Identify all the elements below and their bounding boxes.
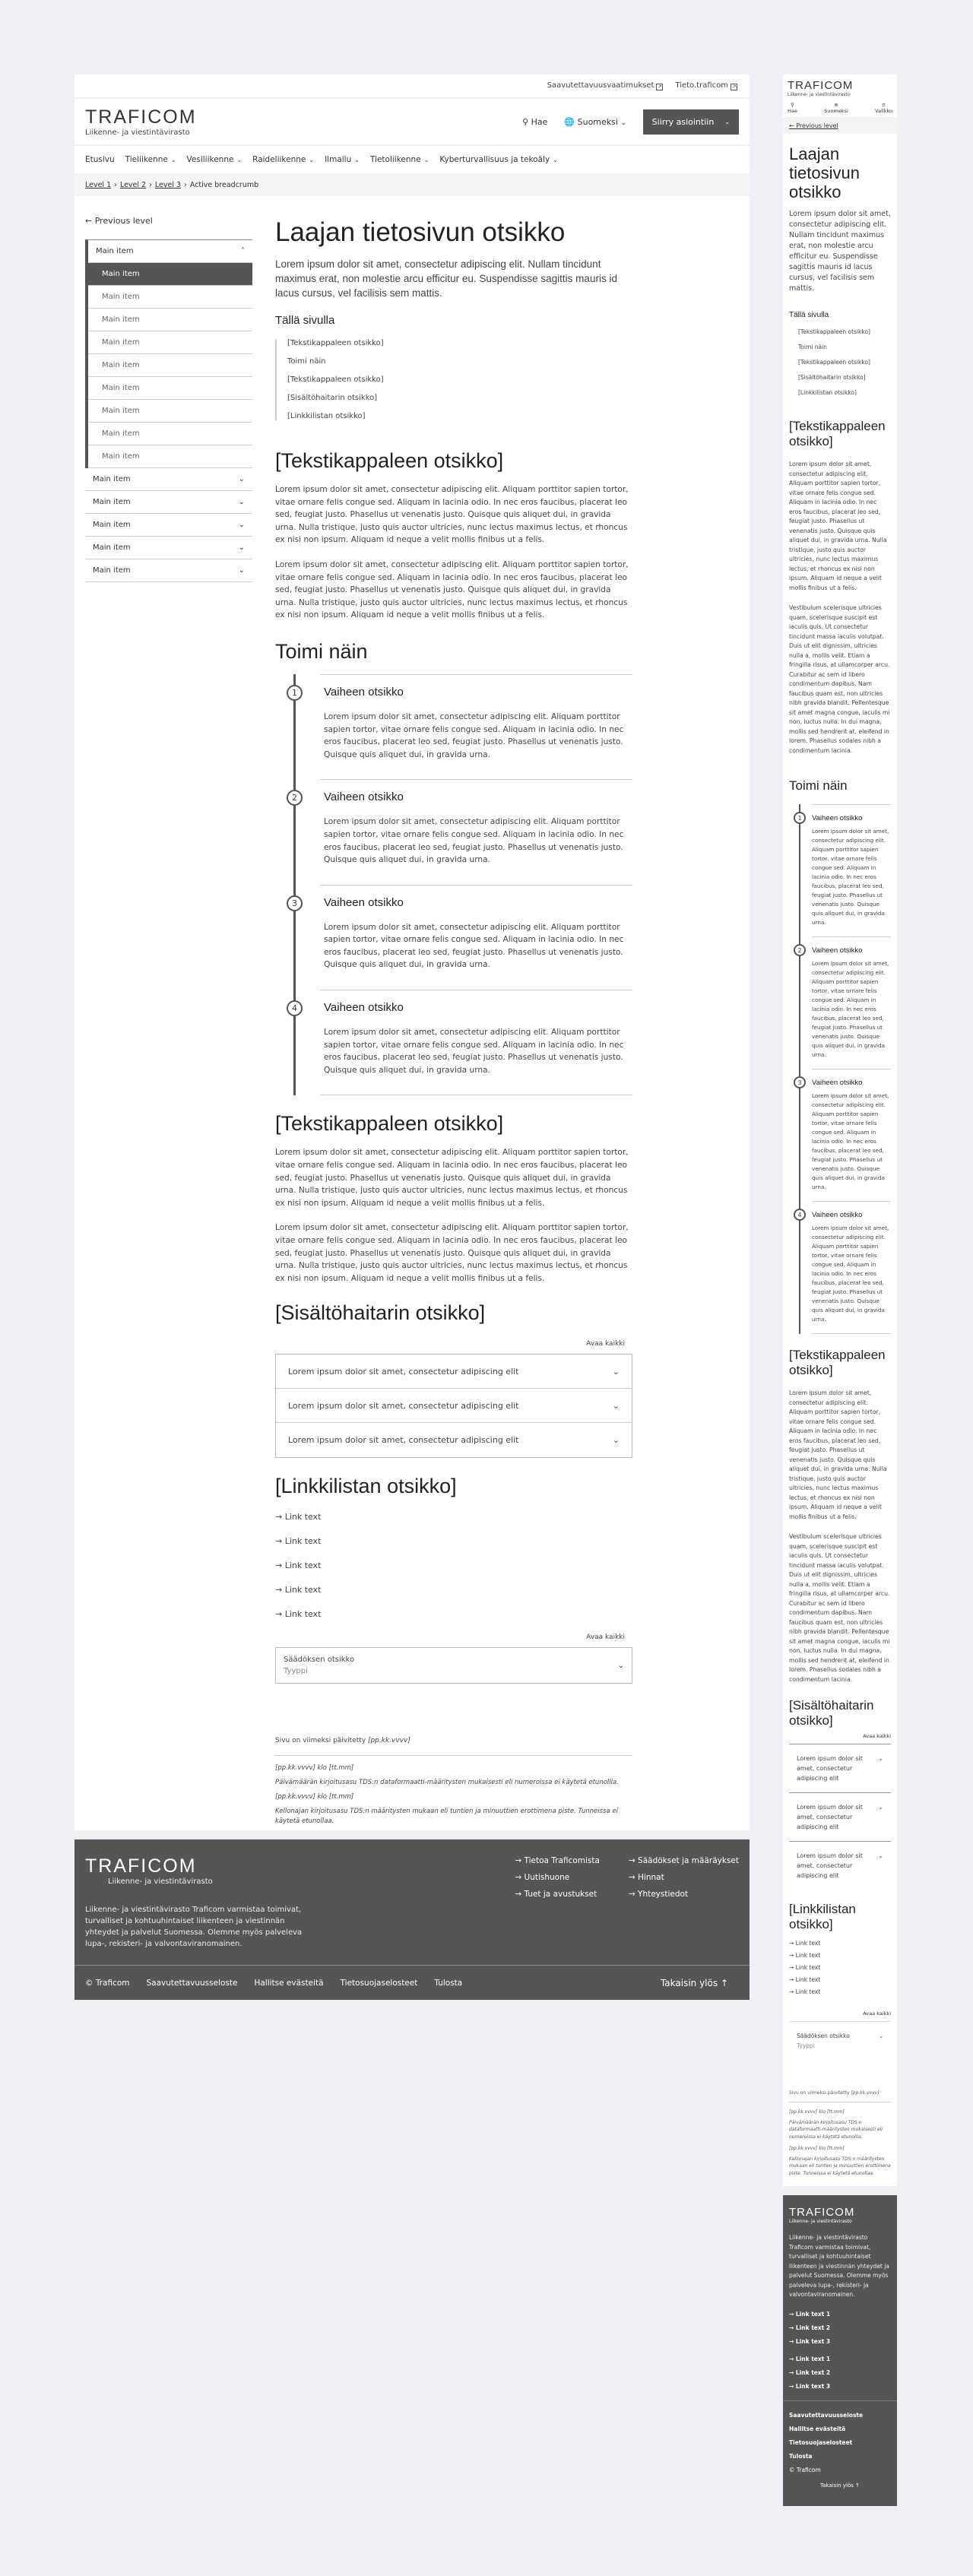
copyright: © Traficom <box>85 1978 130 1988</box>
steps-list <box>286 674 632 1096</box>
side-subitem[interactable]: Main item <box>88 377 252 400</box>
accessibility-link[interactable]: Saavutettavuusvaatimukset ↗ <box>547 81 662 90</box>
open-all-button[interactable]: Avaa kaikki <box>863 1733 891 1739</box>
mobile-content: Laajan tietosivun otsikko Lorem ipsum dolor sit amet, consectetur adipiscing elit. Nullam tincidunt maximus erat, non molestie arcu efficitur eu. Suspendisse sagittis mauris id lacus cursus, vel facilisis sem mattis. Tällä sivulla [Tekstikappaleen otsikko] Toimi näin [Tekstikappaleen otsikko] [Sisältöhaitarin otsikko] [Linkkilistan otsikko] [Tekstikappaleen otsikko] Lorem ipsum dolor sit amet, consectetur adipiscing elit. Aliquam porttitor sapien tortor, vitae ornare felis congue sed. Aliquam in lacinia odio. In nec eros faucibus, placerat leo sed, feugiat justo. Phasellus ut venenatis justo. Quisque quis aliquet dui, in gravida urna. Nulla tristique, justo quis auctor ultricies, nunc lectus maximus lectus, et rhoncus ex nisi non ipsum. Aliquam id neque a velit mollis finibus ut a felis. Vestibulum scelerisque ultricies quam, scelerisque suscipit est iaculis quis. Ut consectetur tincidunt massa iaculis volutpat. Duis ut elit dignissim, ultricies nulla a, mollis velit. Etiam a fringilla risus, at ullamcorper arcu. Curabitur ac sem id libero condimentum dapibus. Nam faucibus quam est, non ultricies nibh gravida blandit. Pellentesque sit amet magna congue, iaculis mi non, luctus nulla. In dui magna, mollis sed hendrerit at, eleifend in lorem. Phasellus sodales nibh a condimentum lacinia. Toimi näin 1 Vaiheen otsikko Lorem ipsum dolor sit amet, consectetur adipiscing elit. Aliquam porttitor sapien tortor, vitae ornare felis congue sed. Aliquam in lacinia odio. In nec eros faucibus, placerat leo sed, feugiat justo. Phasellus ut venenatis justo. Quisque quis aliquet dui, in gravida urna. 2 Vaiheen otsikko Lorem ipsum dolor sit amet, consectetur adipiscing elit. Aliquam porttitor sapien tortor, vitae ornare felis congue sed. Aliquam in lacinia odio. In nec eros faucibus, placerat leo sed, feugiat justo. Phasellus ut venenatis justo. Quisque quis aliquet dui, in gravida urna. 3 Vaiheen otsikko Lorem ipsum dolor sit amet, consectetur adipiscing elit. Aliquam porttitor sapien tortor, vitae ornare felis congue sed. Aliquam in lacinia odio. In nec eros faucibus, placerat leo sed, feugiat justo. Phasellus ut venenatis justo. Quisque quis aliquet dui, in gravida urna. 4 Vaiheen otsikko Lorem ipsum dolor sit amet, consectetur adipiscing elit. Aliquam porttitor sapien tortor, vitae ornare felis congue sed. Aliquam in lacinia odio. In nec eros faucibus, placerat leo sed, feugiat justo. Phasellus ut venenatis justo. Quisque quis aliquet dui, in gravida urna. [Tekstikappaleen otsikko] Lorem ipsum dolor sit amet, consectetur adipiscing elit. Aliquam porttitor sapien tortor, vitae ornare felis congue sed. Aliquam in lacinia odio. In nec eros faucibus, placerat leo sed, feugiat justo. Phasellus ut venenatis justo. Quisque quis aliquet dui, in gravida urna. Nulla tristique, justo quis auctor ultricies, nunc lectus maximus lectus, et rhoncus ex nisi non ipsum. Aliquam id neque a velit mollis finibus ut a felis. Vestibulum scelerisque ultricies quam, scelerisque suscipit est iaculis quis. Ut consectetur tincidunt massa iaculis volutpat. Duis ut elit dignissim, ultricies nulla a, mollis velit. Etiam a fringilla risus, at ullamcorper arcu. Curabitur ac sem id libero condimentum dapibus. Nam faucibus quam est, non ultricies nibh gravida blandit. Pellentesque sit amet magna congue, iaculis mi non, luctus nulla. In dui magna, mollis sed hendrerit at, eleifend in lorem. Phasellus sodales nibh a condimentum lacinia. [Sisältöhaitarin otsikko] Avaa kaikki Lorem ipsum dolor sit amet, consectetur adipiscing elit ⌄ Lorem ipsum dolor sit amet, consectetur adipiscing elit ⌄ Lorem ipsum dolor sit amet, consectetur adipiscing elit ⌄ [Linkkilistan otsikko] → Link text → Link text → Link text → Link text → Link text Avaa kaikki Säädöksen otsikko Tyyppi ⌄ Sivu on viimeksi päivitetty [pp.kk.vvvv] [pp.kk.vvvv] klo [tt.mm] Päivämäärän kirjoitusasu TDS:n dataformaatti-määritysten mukaisesti eli numeroissa ei käytetä etunollia. [pp.kk.vvvv] klo [tt.mm] Kellonajan kirjoitusasu TDS:n määritysten mukaan eli tuntien ja minuuttien erottimena piste. Tunneissa ei käytetä etunollaa. <box>783 134 897 2186</box>
search-icon: ⚲ <box>791 102 794 108</box>
previous-level-link[interactable]: ← Previous level <box>85 216 153 226</box>
hamburger-icon: ≡ <box>881 102 886 108</box>
breadcrumb-link[interactable]: Level 2 <box>119 180 147 189</box>
link-item[interactable]: → Link text <box>275 1536 322 1547</box>
chevron-down-icon: ⌄ <box>878 1852 883 1859</box>
step: 3 Vaiheen otsikko Lorem ipsum dolor sit amet, consectetur adipiscing elit. Aliquam porttitor sapien tortor, vitae ornare felis congue sed. Aliquam in lacinia odio. In nec eros faucibus, placerat leo sed, feugiat justo. Phasellus ut venenatis justo. Quisque quis aliquet dui, in gravida urna. <box>794 1069 891 1201</box>
chevron-down-icon: ⌄ <box>620 119 626 126</box>
paragraph: Lorem ipsum dolor sit amet, consectetur adipiscing elit. Aliquam porttitor sapien tortor, vitae ornare felis congue sed. Aliquam in lacinia odio. In nec eros faucibus, placerat leo sed, feugiat justo. Phasellus ut venenatis justo. Quisque quis aliquet dui, in gravida urna. Nulla tristique, justo quis auctor ultricies, nunc lectus maximus lectus, et rhoncus ex nisi non ipsum. Aliquam id neque a velit mollis finibus ut a felis. <box>275 1223 629 1283</box>
step: 1 Vaiheen otsikko Lorem ipsum dolor sit amet, consectetur adipiscing elit. Aliquam porttitor sapien tortor, vitae ornare felis congue sed. Aliquam in lacinia odio. In nec eros faucibus, placerat leo sed, feugiat justo. Phasellus ut venenatis justo. Quisque quis aliquet dui, in gravida urna. <box>794 804 891 936</box>
step: 4 Vaiheen otsikko Lorem ipsum dolor sit amet, consectetur adipiscing elit. Aliquam porttitor sapien tortor, vitae ornare felis congue sed. Aliquam in lacinia odio. In nec eros faucibus, placerat leo sed, feugiat justo. Phasellus ut venenatis justo. Quisque quis aliquet dui, in gravida urna. <box>794 1201 891 1333</box>
howto-title: Toimi näin <box>275 639 368 663</box>
link-list: → Link text → Link text → Link text → Link text → Link text <box>789 1940 821 1995</box>
side-subitem[interactable]: Main item <box>88 354 252 377</box>
chevron-down-icon: ⌄ <box>612 1435 620 1446</box>
chevron-down-icon: ⌄ <box>724 118 730 125</box>
step <box>286 779 632 884</box>
chevron-down-icon: ⌄ <box>238 521 245 529</box>
search-button[interactable]: ⚲ Hae <box>522 116 548 127</box>
side-item[interactable]: Main item ˄ <box>88 240 252 263</box>
step-title: Vaiheen otsikko <box>324 685 404 699</box>
globe-icon: 🌐 <box>564 116 578 127</box>
side-subitem[interactable]: Main item <box>88 286 252 309</box>
footer-bottom-link[interactable]: Tulosta <box>434 1978 463 1988</box>
main-content <box>275 211 632 1826</box>
side-group-open <box>85 239 252 468</box>
open-all-button[interactable]: Avaa kaikki <box>863 2010 891 2017</box>
chevron-down-icon: ⌄ <box>553 157 558 163</box>
section-title: [Tekstikappaleen otsikko] <box>275 449 504 472</box>
toc-link[interactable]: [Linkkilistan otsikko] <box>287 412 366 420</box>
accordion-title: [Sisältöhaitarin otsikko] <box>275 1301 486 1325</box>
footer-link[interactable]: → Säädökset ja määräykset <box>628 1856 739 1865</box>
link-item[interactable]: → Link text <box>275 1560 322 1571</box>
linklist-title: [Linkkilistan otsikko] <box>275 1475 457 1498</box>
main-nav <box>74 146 750 173</box>
nav-item[interactable]: Tieliikenne ⌄ <box>125 155 176 164</box>
side-subitem[interactable]: Main item <box>88 400 252 423</box>
tieto-link[interactable]: Tieto.traficom ↗ <box>675 81 737 90</box>
site-header <box>74 99 750 144</box>
link-item[interactable]: → Link text <box>275 1609 322 1620</box>
mobile-search-button[interactable]: ⚲ Hae <box>788 102 797 114</box>
chevron-down-icon: ⌄ <box>238 543 245 552</box>
side-subitem[interactable]: Main item <box>88 423 252 445</box>
chevron-down-icon: ⌄ <box>354 157 360 163</box>
footer-link[interactable]: → Tuet ja avustukset <box>515 1890 597 1899</box>
section-title: [Tekstikappaleen otsikko] <box>275 1112 504 1136</box>
mobile-menu-button[interactable]: ≡ Valikko <box>875 102 892 114</box>
footer-link[interactable]: → Uutishuone <box>515 1873 570 1882</box>
chevron-down-icon: ⌄ <box>878 1804 883 1811</box>
back-to-top-button[interactable]: Takaisin ylös ↑ <box>820 2482 860 2489</box>
step-number: 4 <box>287 1000 303 1016</box>
table-of-contents <box>275 339 632 420</box>
chevron-down-icon: ⌄ <box>238 566 245 575</box>
accordion <box>275 1354 632 1458</box>
arrow-up-icon: ↑ <box>720 1977 728 1988</box>
nav-item[interactable]: Vesiliikenne ⌄ <box>186 155 242 164</box>
breadcrumb-link[interactable]: Level 3 <box>154 180 182 189</box>
date-notes: [pp.kk.vvvv] klo [tt.mm] Päivämäärän kirjoitusasu TDS:n dataformaatti-määritysten mukaisesti eli numeroissa ei käytetä etunollia. [pp.kk.vvvv] klo [tt.mm] Kellonajan kirjoitusasu TDS:n määritysten mukaan eli tuntien ja minuuttien erottimena piste. Tunneissa ei käytetä etunollaa. <box>275 1764 619 1826</box>
toc-link[interactable]: [Tekstikappaleen otsikko] <box>287 375 384 384</box>
paragraph: Lorem ipsum dolor sit amet, consectetur adipiscing elit. Aliquam porttitor sapien tortor, vitae ornare felis congue sed. Aliquam in lacinia odio. In nec eros faucibus, placerat leo sed, feugiat justo. Phasellus ut venenatis justo. Quisque quis aliquet dui, in gravida urna. Nulla tristique, justo quis auctor ultricies, nunc lectus maximus lectus, et rhoncus ex nisi non ipsum. Aliquam id neque a velit mollis finibus ut a felis. <box>275 1148 629 1208</box>
chevron-down-icon: ⌄ <box>309 157 315 163</box>
footer-logo: TRAFICOM Liikenne- ja viestintävirasto <box>85 1855 213 1886</box>
chevron-down-icon: ⌄ <box>612 1366 620 1377</box>
side-subitem[interactable]: Main item <box>88 331 252 354</box>
side-subitem[interactable]: Main item <box>88 309 252 331</box>
toc-title: Tällä sivulla <box>275 314 335 327</box>
services-button[interactable]: Siirry asiointiin ⌄ <box>643 109 739 135</box>
step-text: Lorem ipsum dolor sit amet, consectetur adipiscing elit. Aliquam porttitor sapien tortor, vitae ornare felis congue sed. Aliquam in lacinia odio. In nec eros faucibus, placerat leo sed, feugiat justo. Phasellus ut venenatis justo. Quisque quis aliquet dui, in gravida urna. <box>324 711 624 759</box>
toc-link[interactable]: [Tekstikappaleen otsikko] <box>287 339 384 347</box>
accordion-item[interactable]: Lorem ipsum dolor sit amet, consectetur adipiscing elit ⌄ <box>789 1792 891 1841</box>
side-item[interactable]: Main item ⌄ <box>85 491 252 514</box>
nav-item[interactable]: Ilmailu ⌄ <box>325 155 360 164</box>
side-subitem-active[interactable]: Main item <box>88 263 252 286</box>
arrow-right-icon: → <box>275 1585 285 1595</box>
step: 2 Vaiheen otsikko Lorem ipsum dolor sit amet, consectetur adipiscing elit. Aliquam porttitor sapien tortor, vitae ornare felis congue sed. Aliquam in lacinia odio. In nec eros faucibus, placerat leo sed, feugiat justo. Phasellus ut venenatis justo. Quisque quis aliquet dui, in gravida urna. <box>794 936 891 1069</box>
toc-link[interactable]: Toimi näin <box>287 357 326 366</box>
arrow-left-icon: ← <box>789 122 797 129</box>
step-number: 3 <box>287 895 303 911</box>
accordion-item[interactable]: Lorem ipsum dolor sit amet, consectetur adipiscing elit ⌄ <box>276 1355 632 1389</box>
external-link-icon: ↗ <box>731 84 737 90</box>
desktop-layout <box>74 74 750 2000</box>
external-link-icon: ↗ <box>657 84 662 90</box>
globe-icon: ⊕ <box>834 102 838 108</box>
arrow-right-icon: → <box>275 1560 285 1571</box>
open-all-button[interactable]: Avaa kaikki <box>586 1340 625 1348</box>
chevron-down-icon: ⌄ <box>878 2033 883 2039</box>
side-subitem[interactable]: Main item <box>88 445 252 468</box>
arrow-right-icon: → <box>275 1536 285 1547</box>
footer-bottom-link[interactable]: Tietosuojaselosteet <box>340 1978 418 1988</box>
side-item[interactable]: Main item ⌄ <box>85 514 252 537</box>
lead-paragraph: Lorem ipsum dolor sit amet, consectetur adipiscing elit. Nullam tincidunt maximus erat, non molestie arcu efficitur eu. Suspendisse sagittis mauris id lacus cursus, vel facilisis sem mattis. <box>275 258 617 299</box>
side-item[interactable]: Main item ⌄ <box>85 559 252 582</box>
mobile-layout <box>783 74 897 2506</box>
page-title: Laajan tietosivun otsikko <box>789 144 860 201</box>
footer-bottom-link[interactable]: Saavutettavuusseloste <box>146 1978 238 1988</box>
steps-list <box>794 804 891 1334</box>
link-item[interactable]: → Link text <box>275 1512 322 1522</box>
arrow-right-icon: → <box>275 1609 285 1620</box>
mobile-previous-level[interactable]: ← Previous level <box>783 117 897 134</box>
chevron-down-icon: ⌄ <box>170 157 176 163</box>
page-title: Laajan tietosivun otsikko <box>275 217 566 247</box>
table-of-contents: [Tekstikappaleen otsikko] Toimi näin [Tekstikappaleen otsikko] [Sisältöhaitarin otsikko] [Linkkilistan otsikko] <box>798 328 870 396</box>
accordion-item[interactable]: Lorem ipsum dolor sit amet, consectetur adipiscing elit ⌄ <box>276 1389 632 1423</box>
step-text: Lorem ipsum dolor sit amet, consectetur adipiscing elit. Aliquam porttitor sapien tortor, vitae ornare felis congue sed. Aliquam in lacinia odio. In nec eros faucibus, placerat leo sed, feugiat justo. Phasellus ut venenatis justo. Quisque quis aliquet dui, in gravida urna. <box>324 922 624 970</box>
site-footer <box>74 1839 750 2000</box>
footer-link[interactable]: → Hinnat <box>628 1873 664 1882</box>
step-title: Vaiheen otsikko <box>324 895 404 909</box>
arrow-left-icon: ← <box>85 216 95 226</box>
step-number: 2 <box>287 790 303 806</box>
step <box>286 990 632 1095</box>
regulation-item[interactable]: Säädöksen otsikko Tyyppi ⌄ <box>275 1647 632 1684</box>
back-to-top-button[interactable]: Takaisin ylös ↑ <box>660 1977 728 1988</box>
chevron-down-icon: ⌄ <box>236 157 242 163</box>
chevron-up-icon: ˄ <box>241 247 245 255</box>
breadcrumb-link[interactable]: Level 1 <box>85 180 112 189</box>
chevron-down-icon: ⌄ <box>878 1755 883 1762</box>
accordion-item[interactable]: Lorem ipsum dolor sit amet, consectetur adipiscing elit ⌄ <box>789 1841 891 1890</box>
utility-bar <box>74 74 750 97</box>
page-body <box>74 196 750 1830</box>
mobile-header: TRAFICOM Liikenne- ja viestintävirasto ⚲ Hae ⊕ Suomeksi ≡ Valikko <box>783 74 897 117</box>
step-title: Vaiheen otsikko <box>324 1001 404 1015</box>
chevron-down-icon: ⌄ <box>617 1661 624 1670</box>
step <box>286 885 632 990</box>
breadcrumb: Level 1 › Level 2 › Level 3 › Active breadcrumb <box>74 173 750 196</box>
step <box>286 674 632 779</box>
arrow-right-icon: → <box>275 1512 285 1522</box>
language-select[interactable]: 🌐 Suomeksi ⌄ <box>564 116 626 127</box>
chevron-down-icon: ⌄ <box>423 157 429 163</box>
step-number: 1 <box>287 685 303 701</box>
paragraph: Lorem ipsum dolor sit amet, consectetur adipiscing elit. Aliquam porttitor sapien tortor, vitae ornare felis congue sed. Aliquam in lacinia odio. In nec eros faucibus, placerat leo sed, feugiat justo. Phasellus ut venenatis justo. Quisque quis aliquet dui, in gravida urna. Nulla tristique, justo quis auctor ultricies, nunc lectus maximus lectus, et rhoncus ex nisi non ipsum. Aliquam id neque a velit mollis finibus ut a felis. <box>275 485 629 545</box>
last-updated: Sivu on viimeksi päivitetty [pp.kk.vvvv] <box>275 1737 632 1756</box>
nav-item[interactable]: Etusivu <box>85 155 115 164</box>
chevron-down-icon: ⌄ <box>238 475 245 483</box>
side-item[interactable]: Main item ⌄ <box>85 537 252 559</box>
link-item[interactable]: → Link text <box>275 1585 322 1595</box>
search-icon: ⚲ <box>522 116 531 127</box>
footer-link[interactable]: → Tietoa Traficomista <box>515 1856 600 1865</box>
mobile-footer: TRAFICOM Liikenne- ja viestintävirasto Liikenne- ja viestintävirasto Traficom varmistaa toimivat, turvalliset ja kohtuuhintaiset liikenteen ja viestinnän yhteydet ja palvelut Suomessa. Olemme myös palveleva lupa-, rekisteri- ja valvontaviranomainen. → Link text 1 → Link text 2 → Link text 3 → Link text 1 → Link text 2 → Link text 3 Saavutettavuusseloste Hallitse evästeitä Tietosuojaselosteet Tulosta © Traficom Takaisin ylös ↑ <box>783 2195 897 2506</box>
footer-link[interactable]: → Yhteystiedot <box>628 1890 689 1899</box>
logo[interactable]: TRAFICOM Liikenne- ja viestintävirasto <box>85 106 197 137</box>
nav-item[interactable]: Tietoliikenne ⌄ <box>369 155 429 164</box>
accordion-item[interactable]: Lorem ipsum dolor sit amet, consectetur adipiscing elit ⌄ <box>288 1435 620 1446</box>
chevron-down-icon: ⌄ <box>612 1400 620 1411</box>
paragraph: Lorem ipsum dolor sit amet, consectetur adipiscing elit. Aliquam porttitor sapien tortor, vitae ornare felis congue sed. Aliquam in lacinia odio. In nec eros faucibus, placerat leo sed, feugiat justo. Phasellus ut venenatis justo. Quisque quis aliquet dui, in gravida urna. Nulla tristique, justo quis auctor ultricies, nunc lectus maximus lectus, et rhoncus ex nisi non ipsum. Aliquam id neque a velit mollis finibus ut a felis. <box>275 559 629 620</box>
side-item[interactable]: Main item ⌄ <box>85 468 252 491</box>
step-title: Vaiheen otsikko <box>324 791 404 804</box>
breadcrumb-active: Active breadcrumb <box>189 180 259 189</box>
accordion-item[interactable]: Lorem ipsum dolor sit amet, consectetur adipiscing elit ⌄ <box>789 1744 891 1792</box>
chevron-down-icon: ⌄ <box>238 498 245 506</box>
nav-item[interactable]: Kyberturvallisuus ja tekoäly ⌄ <box>439 155 558 164</box>
footer-bottom-link[interactable]: Hallitse evästeitä <box>254 1978 324 1988</box>
step-text: Lorem ipsum dolor sit amet, consectetur adipiscing elit. Aliquam porttitor sapien tortor, vitae ornare felis congue sed. Aliquam in lacinia odio. In nec eros faucibus, placerat leo sed, feugiat justo. Phasellus ut venenatis justo. Quisque quis aliquet dui, in gravida urna. <box>324 817 624 865</box>
nav-item[interactable]: Raideliikenne ⌄ <box>252 155 315 164</box>
footer-description: Liikenne- ja viestintävirasto Traficom varmistaa toimivat, turvalliset ja kohtuuhintaiset liikenteen ja viestinnän yhteydet ja palvelut Suomessa. Olemme myös palveleva lupa-, rekisteri- ja valvontaviranomainen. <box>85 1906 303 1948</box>
mobile-language-button[interactable]: ⊕ Suomeksi <box>824 102 848 114</box>
open-all-button[interactable]: Avaa kaikki <box>586 1633 625 1642</box>
regulation-item[interactable]: Säädöksen otsikko Tyyppi ⌄ <box>789 2021 891 2060</box>
side-nav <box>85 211 252 1808</box>
link-list <box>275 1512 632 1619</box>
toc-link[interactable]: [Sisältöhaitarin otsikko] <box>287 394 378 402</box>
step-text: Lorem ipsum dolor sit amet, consectetur adipiscing elit. Aliquam porttitor sapien tortor, vitae ornare felis congue sed. Aliquam in lacinia odio. In nec eros faucibus, placerat leo sed, feugiat justo. Phasellus ut venenatis justo. Quisque quis aliquet dui, in gravida urna. <box>324 1028 624 1075</box>
